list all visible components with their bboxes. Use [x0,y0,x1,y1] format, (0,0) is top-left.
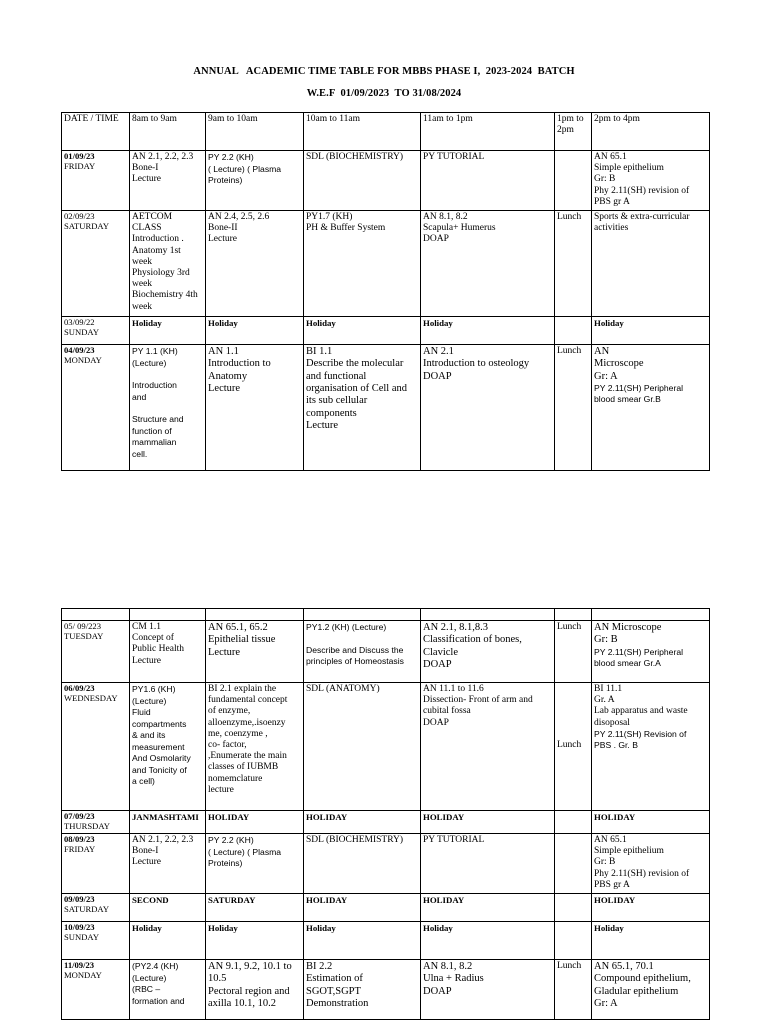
cell-line: (RBC – [132,984,161,995]
cell-line: 10.5 [208,973,227,985]
cell-2pm [592,151,710,211]
weekday: SATURDAY [64,904,110,915]
cell-line: Bone-I [132,163,159,174]
cell-10am [304,345,421,471]
cell-line: PY1.6 (KH) [132,684,176,694]
date: 11/09/23 [64,960,95,971]
cell-line: AN 2.1, 2.2, 2.3 [132,835,194,845]
date-cell [62,621,130,683]
date-cell [62,834,130,894]
cell-10am: Holiday [304,317,421,345]
cell-2pm: Holiday [592,317,710,345]
cell-line: me, coenzyme , [208,728,268,739]
cell-line: Introduction . [132,234,184,245]
cell-line: AN 2.1, 8.1,8.3 [423,622,489,633]
cell-2pm [592,211,710,317]
cell-line: CM 1.1 [132,622,162,632]
cell-line: DOAP [423,985,452,997]
table-row [62,894,710,922]
header-11am: 11am to 1pm [421,113,555,151]
cell-line: DOAP [423,234,449,245]
cell-1pm: Lunch [555,960,592,1020]
cell-line: Anatomy [208,370,248,382]
cell-line: ( Lecture) ( Plasma [208,163,282,174]
cell-10am [304,960,421,1020]
cell-line: Structure and [132,414,184,425]
empty-header-row [62,609,710,621]
cell-11am: Holiday [421,922,555,960]
cell-2pm: HOLIDAY [592,811,710,834]
cell-line: components [306,407,357,419]
header-8am: 8am to 9am [130,113,206,151]
cell-2pm [592,960,710,1020]
cell-line: AN 8.1, 8.2 [423,212,468,223]
cell-line: & and its [132,730,166,740]
cell-line: disoposal [594,717,630,728]
cell-line: week [132,301,153,312]
cell-line: Introduction [132,380,177,391]
cell-9am [206,621,304,683]
date-cell [62,211,130,317]
cell-1pm: Lunch [555,683,592,811]
cell-10am: HOLIDAY [304,811,421,834]
cell-line: AN 2.1 [423,346,454,358]
cell-line: AN 65.1, 65.2 [208,622,268,633]
weekday: FRIDAY [64,844,96,854]
table-row [62,317,710,345]
table-row [62,834,710,894]
cell-line: Simple epithelium [594,846,664,857]
cell-line: Gr: B [594,634,618,646]
date: 02/09/23 [64,211,95,222]
cell-9am: SATURDAY [206,894,304,922]
date: 10/09/23 [64,922,95,933]
cell-line: Gladular epithelium [594,985,679,997]
cell-1pm [555,894,592,922]
cell-line: compartments [132,718,187,729]
cell-line: PH & Buffer System [306,223,386,234]
cell-line: Proteins) [208,175,243,185]
cell-10am [304,211,421,317]
date: 07/09/23 [64,811,95,821]
cell-line: blood smear Gr.B [594,394,661,405]
weekday: SATURDAY [64,221,110,232]
header-9am: 9am to 10am [206,113,304,151]
cell-line: Gr: A [594,997,618,1009]
cell-line: co- factor, [208,740,247,751]
cell-8am: Holiday [130,922,206,960]
table-row [62,151,710,211]
cell-line: nomemclature [208,773,263,784]
cell-10am: SDL (ANATOMY) [304,683,421,811]
cell-10am: HOLIDAY [304,894,421,922]
cell-line: and Tonicity of [132,764,187,775]
cell-11am: HOLIDAY [421,811,555,834]
cell-line: AN Microscope [594,622,662,633]
date: 05/ 09/223 [64,621,102,631]
cell-1pm: Lunch [555,211,592,317]
cell-line: Bone-II [208,223,238,234]
cell-11am: HOLIDAY [421,894,555,922]
cell-line: activities [594,223,629,234]
cell-11am: PY TUTORIAL [421,151,555,211]
cell-line: BI 2.2 [306,961,333,973]
cell-line: AN 65.1, 70.1 [594,961,654,973]
cell-line: PY 2.2 (KH) [208,152,254,162]
cell-line: Physiology 3rd [132,268,190,279]
cell-2pm [592,621,710,683]
header-row [62,113,710,151]
cell-9am [206,683,304,811]
date-cell [62,683,130,811]
cell-11am [421,683,555,811]
date: 09/09/23 [64,894,95,905]
cell-line: lecture [208,784,234,795]
cell-line: DOAP [423,658,452,670]
cell-8am [130,621,206,683]
cell-line: PY 1.1 (KH) [132,346,178,357]
table-row [62,621,710,683]
table-row [62,345,710,471]
document-title: ANNUAL ACADEMIC TIME TABLE FOR MBBS PHASE I, 2023-2024 BATCH [193,66,575,77]
cell-2pm [592,345,710,471]
cell-line: cell. [132,448,148,459]
cell-line: Simple epithelium [594,163,664,174]
cell-line: Sports & extra-curricular [594,212,690,223]
weekday: TUESDAY [64,631,104,641]
cell-line: Phy 2.11(SH) revision of [594,868,690,879]
cell-8am: JANMASHTAMI [130,811,206,834]
cell-line: Biochemistry 4th [132,290,198,301]
cell-line: Scapula+ Humerus [423,223,496,234]
cell-line: Gr: B [594,174,616,185]
cell-1pm [555,834,592,894]
cell-line: PY 2.11(SH) Revision of [594,728,687,739]
date-cell [62,894,130,922]
cell-line: blood smear Gr.A [594,658,661,669]
cell-line: Anatomy 1st [132,245,181,256]
cell-9am: Holiday [206,317,304,345]
cell-line: Introduction to osteology [423,358,530,370]
date-cell [62,151,130,211]
cell-9am: HOLIDAY [206,811,304,834]
weekday: WEDNESDAY [64,693,118,703]
header-2pm: 2pm to 4pm [592,113,710,151]
cell-line: Estimation of [306,973,363,985]
cell-1pm: Lunch [555,621,592,683]
cell-8am: Holiday [130,317,206,345]
cell-line: DOAP [423,370,452,382]
table-row [62,211,710,317]
cell-line: Compound epithelium, [594,973,691,985]
cell-8am [130,960,206,1020]
cell-line: CLASS [132,223,162,234]
cell-line: week [132,279,153,290]
cell-10am [304,621,421,683]
cell-line: AN [594,346,610,358]
cell-8am [130,211,206,317]
cell-line: Phy 2.11(SH) revision of [594,185,690,196]
cell-1pm [555,317,592,345]
cell-1pm [555,922,592,960]
cell-line: AN 11.1 to 11.6 [423,684,484,694]
cell-line: (Lecture) [132,695,167,706]
cell-line: alloenzyme,.isoenzy [208,717,286,728]
cell-line: Introduction to [208,358,271,370]
cell-line: AN 65.1 [594,835,627,845]
cell-8am [130,151,206,211]
cell-line: AN 1.1 [208,346,239,358]
cell-2pm: HOLIDAY [592,894,710,922]
cell-9am: Holiday [206,922,304,960]
cell-line: And Osmolarity [132,753,191,763]
cell-line: AN 8.1, 8.2 [423,961,473,973]
date: 06/09/23 [64,683,95,693]
cell-11am [421,345,555,471]
table-row [62,960,710,1020]
cell-line: ,Enumerate the main [208,751,287,762]
header-10am: 10am to 11am [304,113,421,151]
cell-line: Gr: B [594,857,616,868]
cell-line: PBS gr A [594,196,630,207]
cell-line: organisation of Cell and [306,382,407,394]
cell-1pm [555,151,592,211]
cell-line: week [132,256,153,267]
cell-line: AN 2.1, 2.2, 2.3 [132,152,194,162]
table-row [62,811,710,834]
cell-line: of enzyme, [208,706,251,717]
cell-line: principles of Homeostasis [306,656,404,666]
cell-line: Lecture [208,382,241,394]
date-cell [62,345,130,471]
cell-line: mammalian [132,437,177,448]
cell-line: a cell) [132,776,155,786]
cell-11am [421,960,555,1020]
header-date: DATE / TIME [62,113,130,151]
cell-line: Gr: A [594,370,618,382]
cell-10am: SDL (BIOCHEMISTRY) [304,834,421,894]
weekday: MONDAY [64,355,102,366]
cell-2pm: Holiday [592,922,710,960]
cell-line: PY1.2 (KH) (Lecture) [306,622,387,632]
cell-line: (PY2.4 (KH) [132,961,179,972]
cell-line: function of [132,425,172,436]
timetable-part-1 [61,112,710,471]
cell-line: SGOT,SGPT [306,985,361,997]
weekday: SUNDAY [64,932,100,943]
table-row [62,683,710,811]
cell-line: and [132,391,147,402]
cell-line: Epithelial tissue [208,634,276,646]
cell-line: BI 2.1 explain the [208,684,277,694]
cell-line: PBS . Gr. B [594,740,638,751]
cell-10am: SDL (BIOCHEMISTRY) [304,151,421,211]
cell-line: Proteins) [208,858,243,868]
date: 04/09/23 [64,345,95,356]
cell-line: ( Lecture) ( Plasma [208,846,282,857]
cell-line: cubital fossa [423,706,471,717]
weekday: THURSDAY [64,821,111,831]
cell-line: PY 2.11(SH) Peripheral [594,646,684,657]
cell-2pm [592,683,710,811]
cell-line: classes of IUBMB [208,762,279,773]
cell-8am [130,683,206,811]
cell-line: PY1.7 (KH) [306,212,353,223]
cell-line: Ulna + Radius [423,973,484,985]
cell-line: Pectoral region and [208,985,290,997]
weekday: SUNDAY [64,327,100,338]
table-row [62,922,710,960]
cell-1pm [555,811,592,834]
cell-line: PY 2.11(SH) Peripheral [594,382,684,393]
cell-1pm: Lunch [555,345,592,471]
cell-line: Fluid [132,707,151,717]
cell-line: (Lecture) [132,972,167,983]
cell-9am [206,960,304,1020]
timetable-part-2 [61,608,710,1020]
weekday: MONDAY [64,970,102,981]
cell-line: fundamental concept [208,695,288,706]
cell-line: Lecture [132,655,162,666]
cell-line: Lecture [132,857,162,868]
cell-line: PBS gr A [594,879,630,890]
cell-line: Describe the molecular [306,358,404,370]
cell-11am [421,211,555,317]
cell-line: Lecture [132,174,162,185]
cell-line: Lab apparatus and waste [594,706,688,717]
cell-line: Lecture [208,234,238,245]
cell-line: Dissection- Front of arm and [423,695,533,706]
date: 01/09/23 [64,151,95,161]
document-subtitle: W.E.F 01/09/2023 TO 31/08/2024 [306,88,462,99]
cell-line: Lecture [306,419,339,431]
cell-line: Bone-I [132,846,159,857]
cell-line: its sub cellular [306,395,368,407]
cell-line: and functional [306,370,367,382]
cell-line: Public Health [132,644,184,655]
cell-line: measurement [132,741,185,752]
cell-line: AN 2.4, 2.5, 2.6 [208,212,270,223]
cell-line: Microscope [594,358,644,370]
cell-line: Classification of bones, [423,634,522,646]
cell-8am: SECOND [130,894,206,922]
cell-9am [206,834,304,894]
cell-line: BI 1.1 [306,346,333,358]
cell-8am [130,345,206,471]
cell-line: Clavicle [423,646,458,658]
date: 03/09/22 [64,317,95,328]
cell-line: Demonstration [306,997,369,1009]
date-cell [62,317,130,345]
cell-2pm [592,834,710,894]
cell-line: Concept of [132,633,174,644]
cell-11am [421,621,555,683]
cell-11am: Holiday [421,317,555,345]
weekday: FRIDAY [64,161,96,171]
date-cell [62,922,130,960]
cell-line: DOAP [423,717,449,728]
cell-9am [206,151,304,211]
cell-line: Lecture [208,646,241,658]
cell-11am: PY TUTORIAL [421,834,555,894]
date-cell [62,811,130,834]
cell-line: Gr. A [594,695,615,706]
cell-line: AN 65.1 [594,152,627,162]
cell-9am [206,211,304,317]
cell-line: Describe and Discuss the [306,644,404,655]
date: 08/09/23 [64,834,95,844]
cell-line: AN 9.1, 9.2, 10.1 to [208,961,292,973]
cell-line: PY 2.2 (KH) [208,835,254,845]
cell-10am: Holiday [304,922,421,960]
cell-line: (Lecture) [132,357,167,368]
cell-line: formation and [132,995,185,1006]
header-1pm: 1pm to 2pm [555,113,592,151]
cell-8am [130,834,206,894]
cell-9am [206,345,304,471]
cell-line: axilla 10.1, 10.2 [208,997,276,1009]
date-cell [62,960,130,1020]
cell-line: BI 11.1 [594,684,623,694]
cell-line: AETCOM [132,212,173,223]
